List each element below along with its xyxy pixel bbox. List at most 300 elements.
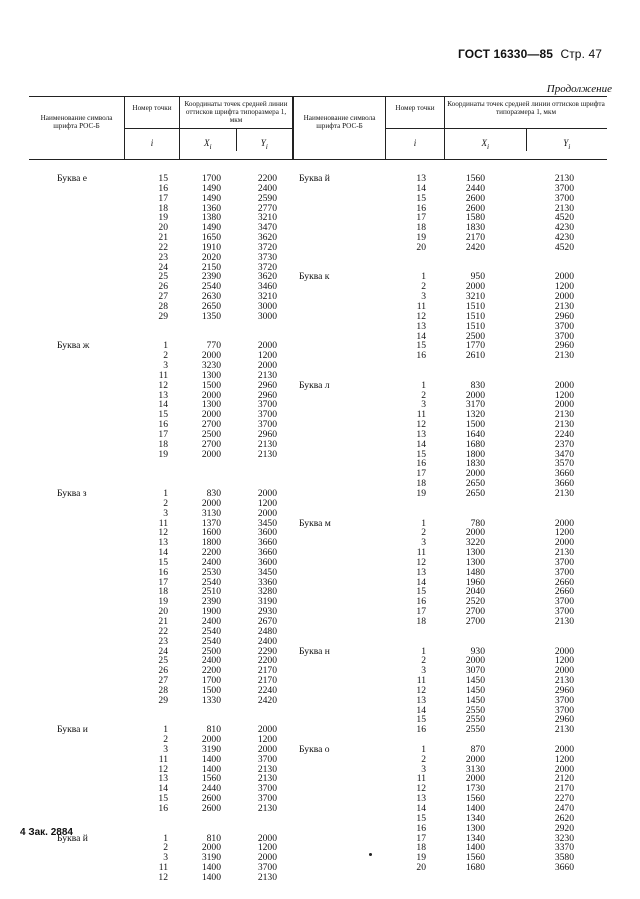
y-coordinate: 2960 bbox=[554, 714, 574, 726]
x-coordinate: 1450 bbox=[465, 684, 485, 696]
header-point-number-2: Номер точки i bbox=[385, 97, 445, 159]
spacer-row bbox=[235, 706, 277, 716]
symbol-label bbox=[299, 440, 385, 450]
y-coordinate: 2130 bbox=[257, 763, 277, 775]
symbol-label bbox=[299, 282, 385, 292]
x-coordinate: 1300 bbox=[465, 556, 485, 568]
point-number: 28 bbox=[158, 300, 168, 312]
x-coordinate: 2540 bbox=[201, 625, 221, 637]
y-coordinate: 3000 bbox=[257, 310, 277, 322]
y-coordinate: 2000 bbox=[554, 743, 574, 755]
x-coordinate: 2000 bbox=[465, 389, 485, 401]
x-coordinate: 1650 bbox=[201, 232, 221, 244]
symbol-label bbox=[57, 676, 124, 686]
point-number: 12 bbox=[416, 783, 426, 795]
point-number: 17 bbox=[158, 192, 168, 204]
y-coordinate: 2170 bbox=[554, 783, 574, 795]
point-number: 1 bbox=[421, 379, 426, 391]
x-coordinate: 1400 bbox=[201, 862, 221, 874]
symbol-label bbox=[57, 607, 124, 617]
y-coordinate: 2000 bbox=[257, 743, 277, 755]
point-number: 1 bbox=[421, 645, 426, 657]
symbol-label: Буква й bbox=[57, 832, 88, 844]
y-coordinate: 2000 bbox=[257, 724, 277, 736]
point-number: 17 bbox=[416, 832, 426, 844]
standard-number: ГОСТ 16330—85 bbox=[457, 47, 553, 61]
point-number: 16 bbox=[416, 724, 426, 736]
symbol-label bbox=[57, 243, 124, 253]
x-coordinate: 2420 bbox=[465, 241, 485, 253]
symbol-label bbox=[57, 312, 124, 322]
point-number: 18 bbox=[416, 615, 426, 627]
x-coordinate: 1800 bbox=[201, 537, 221, 549]
symbol-label bbox=[57, 381, 124, 391]
spacer-row bbox=[180, 322, 221, 332]
y-coordinate: 1200 bbox=[554, 527, 574, 539]
x-coordinate: 2400 bbox=[201, 556, 221, 568]
symbol-label bbox=[57, 863, 124, 873]
x-coordinate: 3210 bbox=[465, 291, 485, 303]
x-coordinate: 2550 bbox=[465, 714, 485, 726]
x-coordinate: 1700 bbox=[201, 675, 221, 687]
point-number: 16 bbox=[158, 566, 168, 578]
y-coordinate: 2130 bbox=[554, 488, 574, 499]
y-coordinate: 3370 bbox=[554, 842, 574, 854]
point-number: 14 bbox=[416, 803, 426, 814]
symbol-label: Буква й bbox=[299, 173, 330, 184]
right-x-column bbox=[445, 174, 502, 883]
y-coordinate: 2000 bbox=[554, 399, 574, 411]
point-number: 15 bbox=[158, 793, 168, 805]
x-coordinate: 3070 bbox=[465, 665, 485, 677]
point-number: 1 bbox=[163, 340, 168, 352]
x-coordinate: 1400 bbox=[201, 871, 221, 883]
left-label-column bbox=[29, 174, 124, 883]
point-number: 12 bbox=[416, 684, 426, 696]
spacer-row bbox=[57, 814, 124, 824]
y-coordinate: 3450 bbox=[257, 517, 277, 529]
x-coordinate: 2390 bbox=[201, 596, 221, 608]
spacer-row bbox=[502, 361, 574, 371]
x-coordinate: 2440 bbox=[465, 182, 485, 194]
symbol-label bbox=[57, 272, 124, 282]
header-y-2: $Y_i$ bbox=[526, 129, 608, 151]
x-coordinate: 3190 bbox=[201, 743, 221, 755]
y-coordinate: 1200 bbox=[257, 842, 277, 854]
point-number: 22 bbox=[158, 241, 168, 253]
y-coordinate: 2770 bbox=[257, 202, 277, 214]
x-coordinate: 2540 bbox=[201, 635, 221, 647]
x-coordinate: 3220 bbox=[465, 537, 485, 549]
spacer-row bbox=[124, 459, 168, 469]
point-number: 21 bbox=[158, 615, 168, 627]
y-coordinate: 2130 bbox=[554, 615, 574, 627]
header-symbol-name-2: Наименование символа шрифта РОС-Б bbox=[293, 97, 385, 159]
x-coordinate: 2650 bbox=[465, 478, 485, 490]
x-coordinate: 1450 bbox=[465, 694, 485, 706]
symbol-label bbox=[299, 184, 385, 194]
y-coordinate: 2130 bbox=[257, 803, 277, 814]
y-coordinate: 3700 bbox=[554, 556, 574, 568]
right-y-column bbox=[502, 174, 607, 883]
spacer-row bbox=[124, 322, 168, 332]
y-coordinate: 3720 bbox=[257, 241, 277, 253]
y-coordinate: 2120 bbox=[554, 773, 574, 785]
x-coordinate: 2600 bbox=[201, 793, 221, 805]
x-coordinate: 1560 bbox=[465, 793, 485, 805]
point-number: 14 bbox=[416, 182, 426, 194]
x-coordinate: 1370 bbox=[201, 517, 221, 529]
y-coordinate: 2000 bbox=[554, 291, 574, 303]
y-coordinate: 2240 bbox=[257, 684, 277, 696]
spacer-row bbox=[124, 824, 168, 834]
spacer-row bbox=[445, 627, 485, 637]
header-point-number: Номер точки i bbox=[124, 97, 180, 159]
y-coordinate: 4230 bbox=[554, 232, 574, 244]
x-coordinate: 2600 bbox=[201, 803, 221, 814]
y-coordinate: 4520 bbox=[554, 212, 574, 224]
symbol-label bbox=[57, 420, 124, 430]
x-coordinate: 1510 bbox=[465, 310, 485, 322]
y-coordinate: 3730 bbox=[257, 251, 277, 263]
point-number: 2 bbox=[163, 842, 168, 854]
y-coordinate: 2130 bbox=[554, 300, 574, 312]
x-coordinate: 1330 bbox=[201, 694, 221, 706]
point-number: 24 bbox=[158, 261, 168, 273]
point-number: 12 bbox=[158, 871, 168, 883]
y-coordinate: 3600 bbox=[257, 556, 277, 568]
point-number: 15 bbox=[416, 586, 426, 598]
point-number: 29 bbox=[158, 310, 168, 322]
x-coordinate: 1450 bbox=[465, 675, 485, 687]
point-number: 16 bbox=[416, 202, 426, 214]
symbol-label bbox=[299, 558, 385, 568]
point-number: 3 bbox=[163, 360, 168, 372]
point-number: 1 bbox=[163, 724, 168, 736]
header-coordinates: Координаты точек средней линии оттисков шрифта типоразмера 1, мкм $X_i$ $Y_i$ bbox=[180, 97, 293, 159]
x-coordinate: 2540 bbox=[201, 281, 221, 293]
point-number: 20 bbox=[158, 222, 168, 234]
x-coordinate: 1830 bbox=[465, 458, 485, 470]
header-y: $Y_i$ bbox=[236, 129, 293, 151]
spacer-row bbox=[385, 361, 426, 371]
y-coordinate: 2960 bbox=[554, 340, 574, 352]
symbol-label bbox=[299, 765, 385, 775]
point-number: 23 bbox=[158, 635, 168, 647]
y-coordinate: 2130 bbox=[257, 773, 277, 785]
y-coordinate: 2920 bbox=[554, 822, 574, 834]
point-number: 1 bbox=[421, 517, 426, 529]
symbol-label bbox=[57, 873, 124, 883]
symbol-label bbox=[299, 725, 385, 735]
x-coordinate: 2500 bbox=[465, 330, 485, 342]
symbol-label bbox=[57, 804, 124, 814]
spacer-row bbox=[124, 715, 168, 725]
point-number: 21 bbox=[158, 232, 168, 244]
spacer-row bbox=[385, 509, 426, 519]
y-coordinate: 2130 bbox=[554, 350, 574, 362]
y-coordinate: 2130 bbox=[257, 438, 277, 450]
symbol-label bbox=[299, 322, 385, 332]
x-coordinate: 2520 bbox=[465, 596, 485, 608]
y-coordinate: 3700 bbox=[554, 694, 574, 706]
x-coordinate: 3130 bbox=[201, 507, 221, 519]
symbol-label bbox=[299, 194, 385, 204]
y-coordinate: 2000 bbox=[257, 507, 277, 519]
y-coordinate: 2420 bbox=[257, 694, 277, 706]
y-coordinate: 2960 bbox=[554, 684, 574, 696]
symbol-label bbox=[299, 617, 385, 627]
symbol-label bbox=[299, 715, 385, 725]
point-number: 13 bbox=[158, 773, 168, 785]
y-coordinate: 2400 bbox=[257, 635, 277, 647]
y-coordinate: 3360 bbox=[257, 576, 277, 588]
y-coordinate: 2130 bbox=[554, 409, 574, 421]
x-coordinate: 1770 bbox=[465, 340, 485, 352]
point-number: 26 bbox=[158, 665, 168, 677]
x-coordinate: 1500 bbox=[201, 379, 221, 391]
point-number: 13 bbox=[416, 428, 426, 440]
y-coordinate: 2130 bbox=[257, 448, 277, 460]
x-coordinate: 1510 bbox=[465, 320, 485, 332]
x-coordinate: 2000 bbox=[201, 389, 221, 401]
x-coordinate: 1400 bbox=[465, 842, 485, 854]
point-number: 2 bbox=[421, 281, 426, 293]
y-coordinate: 3700 bbox=[554, 704, 574, 716]
symbol-label bbox=[57, 597, 124, 607]
symbol-label bbox=[57, 755, 124, 765]
y-coordinate: 2660 bbox=[554, 586, 574, 598]
spacer-row bbox=[299, 627, 385, 637]
spacer-row bbox=[502, 627, 574, 637]
point-number: 3 bbox=[421, 665, 426, 677]
symbol-label bbox=[57, 400, 124, 410]
symbol-label bbox=[57, 351, 124, 361]
point-number: 14 bbox=[416, 576, 426, 588]
y-coordinate: 1200 bbox=[554, 655, 574, 667]
y-coordinate: 3700 bbox=[257, 753, 277, 765]
symbol-label bbox=[57, 656, 124, 666]
x-coordinate: 1490 bbox=[201, 182, 221, 194]
symbol-label bbox=[57, 735, 124, 745]
y-coordinate: 3700 bbox=[257, 419, 277, 431]
x-coordinate: 1900 bbox=[201, 606, 221, 618]
y-coordinate: 2000 bbox=[554, 379, 574, 391]
symbol-label bbox=[57, 568, 124, 578]
symbol-label: Буква к bbox=[299, 271, 330, 283]
point-number: 27 bbox=[158, 675, 168, 687]
symbol-label bbox=[57, 440, 124, 450]
point-number: 12 bbox=[416, 556, 426, 568]
left-number-column bbox=[124, 174, 180, 883]
symbol-label bbox=[299, 479, 385, 489]
symbol-label bbox=[57, 361, 124, 371]
y-coordinate: 3700 bbox=[257, 399, 277, 411]
y-coordinate: 2000 bbox=[554, 517, 574, 529]
y-coordinate: 2130 bbox=[554, 675, 574, 687]
symbol-label bbox=[299, 233, 385, 243]
symbol-label bbox=[57, 696, 124, 706]
y-coordinate: 3470 bbox=[257, 222, 277, 234]
x-coordinate: 1350 bbox=[201, 310, 221, 322]
y-coordinate: 2470 bbox=[554, 803, 574, 814]
y-coordinate: 3000 bbox=[257, 300, 277, 312]
point-number: 11 bbox=[416, 409, 426, 421]
point-number: 13 bbox=[416, 566, 426, 578]
y-coordinate: 3190 bbox=[257, 596, 277, 608]
point-number: 2 bbox=[421, 527, 426, 539]
spacer-row bbox=[124, 469, 168, 479]
spacer-row bbox=[57, 322, 124, 332]
y-coordinate: 3620 bbox=[257, 271, 277, 283]
spacer-row bbox=[235, 459, 277, 469]
y-coordinate: 2130 bbox=[554, 419, 574, 431]
table-body bbox=[29, 160, 607, 883]
symbol-label bbox=[299, 243, 385, 253]
spacer-row bbox=[124, 479, 168, 489]
symbol-label bbox=[299, 587, 385, 597]
y-coordinate: 2170 bbox=[257, 675, 277, 687]
x-coordinate: 2020 bbox=[201, 251, 221, 263]
x-coordinate: 2610 bbox=[465, 350, 485, 362]
symbol-label bbox=[299, 794, 385, 804]
point-number: 16 bbox=[416, 458, 426, 470]
symbol-label bbox=[299, 843, 385, 853]
point-number: 13 bbox=[416, 173, 426, 184]
x-coordinate: 1830 bbox=[465, 222, 485, 234]
x-coordinate: 830 bbox=[470, 379, 485, 391]
spacer-row bbox=[299, 499, 385, 509]
spacer-row bbox=[502, 253, 574, 263]
x-coordinate: 1910 bbox=[201, 241, 221, 253]
y-coordinate: 3700 bbox=[554, 566, 574, 578]
point-number: 24 bbox=[158, 645, 168, 657]
y-coordinate: 2000 bbox=[554, 537, 574, 549]
y-coordinate: 2000 bbox=[554, 763, 574, 775]
y-coordinate: 2960 bbox=[554, 310, 574, 322]
x-coordinate: 2170 bbox=[465, 232, 485, 244]
spacer-row bbox=[502, 499, 574, 509]
spacer-row bbox=[180, 469, 221, 479]
y-coordinate: 2130 bbox=[257, 871, 277, 883]
symbol-label bbox=[299, 853, 385, 863]
y-coordinate: 3620 bbox=[257, 232, 277, 244]
symbol-label bbox=[57, 745, 124, 755]
y-coordinate: 3580 bbox=[554, 852, 574, 864]
x-coordinate: 1640 bbox=[465, 428, 485, 440]
x-coordinate: 2000 bbox=[465, 527, 485, 539]
point-number: 12 bbox=[158, 763, 168, 775]
point-number: 2 bbox=[421, 389, 426, 401]
symbol-label bbox=[299, 607, 385, 617]
x-coordinate: 2650 bbox=[465, 488, 485, 499]
spacer-row bbox=[235, 469, 277, 479]
point-number: 29 bbox=[158, 694, 168, 706]
symbol-label bbox=[299, 706, 385, 716]
symbol-label bbox=[299, 391, 385, 401]
x-coordinate: 2040 bbox=[465, 586, 485, 598]
x-coordinate: 1560 bbox=[465, 173, 485, 184]
x-coordinate: 870 bbox=[470, 743, 485, 755]
point-number: 11 bbox=[416, 547, 426, 559]
symbol-label bbox=[57, 519, 124, 529]
x-coordinate: 2700 bbox=[201, 438, 221, 450]
symbol-label bbox=[299, 696, 385, 706]
x-coordinate: 1400 bbox=[201, 753, 221, 765]
symbol-label bbox=[299, 351, 385, 361]
x-coordinate: 1320 bbox=[465, 409, 485, 421]
y-coordinate: 3660 bbox=[554, 862, 574, 874]
point-number: 22 bbox=[158, 625, 168, 637]
x-coordinate: 2550 bbox=[465, 704, 485, 716]
left-x-column bbox=[180, 174, 235, 883]
y-coordinate: 1200 bbox=[554, 281, 574, 293]
x-coordinate: 1680 bbox=[465, 862, 485, 874]
spacer-row bbox=[445, 499, 485, 509]
symbol-label: Буква м bbox=[299, 517, 331, 529]
y-coordinate: 2960 bbox=[257, 389, 277, 401]
point-number: 19 bbox=[416, 232, 426, 244]
y-coordinate: 2130 bbox=[554, 724, 574, 736]
y-coordinate: 2620 bbox=[554, 812, 574, 824]
point-number: 13 bbox=[158, 537, 168, 549]
symbol-label bbox=[57, 410, 124, 420]
symbol-label bbox=[299, 548, 385, 558]
point-number: 16 bbox=[158, 182, 168, 194]
x-coordinate: 1300 bbox=[201, 399, 221, 411]
x-coordinate: 1500 bbox=[465, 419, 485, 431]
y-coordinate: 3660 bbox=[257, 547, 277, 559]
y-coordinate: 3660 bbox=[554, 468, 574, 480]
point-number: 18 bbox=[158, 586, 168, 598]
x-coordinate: 2400 bbox=[201, 615, 221, 627]
symbol-label bbox=[57, 617, 124, 627]
symbol-label bbox=[57, 853, 124, 863]
point-number: 27 bbox=[158, 291, 168, 303]
spacer-row bbox=[124, 706, 168, 716]
symbol-label bbox=[57, 686, 124, 696]
point-number: 16 bbox=[158, 803, 168, 814]
x-coordinate: 2530 bbox=[201, 566, 221, 578]
x-coordinate: 1680 bbox=[465, 438, 485, 450]
x-coordinate: 1960 bbox=[465, 576, 485, 588]
spacer-row bbox=[445, 253, 485, 263]
y-coordinate: 2000 bbox=[257, 360, 277, 372]
point-number: 16 bbox=[416, 596, 426, 608]
header-x-2: $X_i$ bbox=[481, 138, 490, 151]
y-coordinate: 2170 bbox=[257, 665, 277, 677]
point-number: 20 bbox=[416, 862, 426, 874]
symbol-label bbox=[57, 784, 124, 794]
spacer-row bbox=[124, 814, 168, 824]
x-coordinate: 2540 bbox=[201, 576, 221, 588]
point-number: 15 bbox=[416, 340, 426, 352]
x-coordinate: 2000 bbox=[201, 497, 221, 509]
point-number: 18 bbox=[158, 202, 168, 214]
symbol-label bbox=[57, 371, 124, 381]
symbol-label bbox=[299, 568, 385, 578]
symbol-label bbox=[299, 489, 385, 499]
symbol-label bbox=[57, 578, 124, 588]
symbol-label bbox=[57, 794, 124, 804]
point-number: 13 bbox=[158, 389, 168, 401]
x-coordinate: 2600 bbox=[465, 202, 485, 214]
point-number: 11 bbox=[158, 517, 168, 529]
symbol-label bbox=[57, 843, 124, 853]
y-coordinate: 3700 bbox=[257, 783, 277, 795]
symbol-label bbox=[57, 548, 124, 558]
x-coordinate: 1700 bbox=[201, 173, 221, 184]
